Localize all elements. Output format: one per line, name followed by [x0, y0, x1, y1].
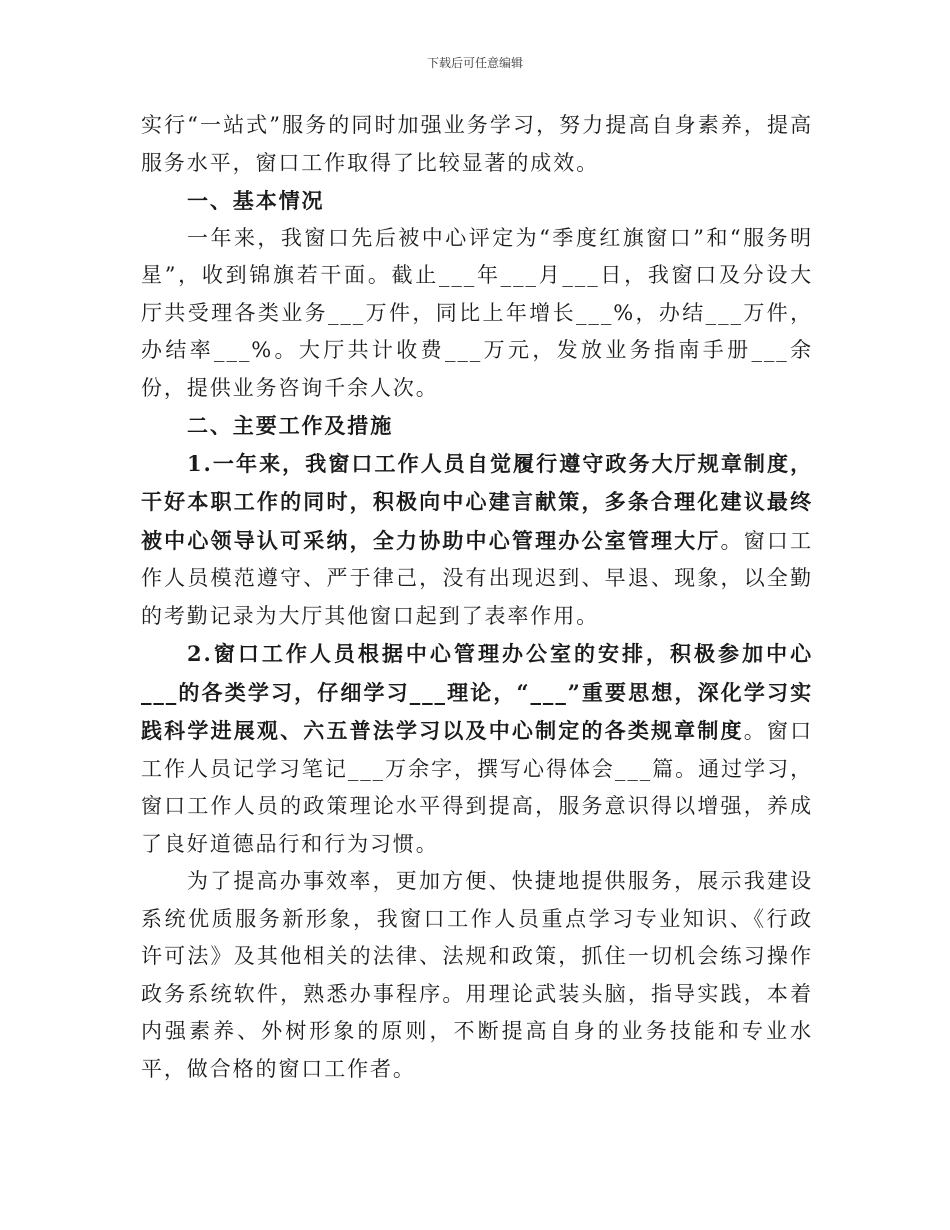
- section-heading-measures: 二、主要工作及措施: [187, 413, 394, 438]
- paragraph-measure-2: [141, 635, 813, 863]
- paragraph-measure-1: [141, 445, 813, 636]
- paragraph-basic-situation: 一年来，我窗口先后被中心评定为“季度红旗窗口”和“服务明星”，收到锦旗若干面。截止___年___月___日，我窗口及分设大厅共受理各类业务___万件，同比上年增长___%，办结___万件，办结率___%。大厅共计收费___万元，发放业务指南手册___余份，提供业务咨询千余人次。: [141, 225, 813, 400]
- paragraph-measure-1-bold: 1.一年来，我窗口工作人员自觉履行遵守政务大厅规章制度，干好本职工作的同时，积极向中心建言献策，多条合理化建议最终被中心领导认可采纳，全力协助中心管理办公室管理大厅: [141, 450, 813, 553]
- section-heading-basic: 一、基本情况: [187, 188, 325, 213]
- paragraph-measure-2-bold: 2.窗口工作人员根据中心管理办公室的安排，积极参加中心___的各类学习，仔细学习___理论，“___”重要思想，深化学习实践科学进展观、六五普法学习以及中心制定的各类规章制度: [141, 641, 813, 743]
- paragraph-efficiency: 为了提高办事效率，更加方便、快捷地提供服务，展示我建设系统优质服务新形象，我窗口工作人员重点学习专业知识、《行政许可法》及其他相关的法律、法规和政策，抓住一切机会练习操作政务系统软件，熟悉办事程序。用理论武装头脑，指导实践，本着内强素养、外树形象的原则，不断提高自身的业务技能和专业水平，做合格的窗口工作者。: [141, 869, 813, 1081]
- paragraph-measure-2-rest: 。窗口工作人员记学习笔记___万余字，撰写心得体会___篇。通过学习，窗口工作人员的政策理论水平得到提高，服务意识得以增强，养成了良好道德品行和行为习惯。: [141, 719, 813, 856]
- page-header: 下载后可任意编辑: [426, 56, 523, 70]
- document-body: [141, 107, 813, 1088]
- paragraph-intro: 实行“一站式”服务的同时加强业务学习，努力提高自身素养，提高服务水平，窗口工作取得了比较显著的成效。: [141, 113, 813, 175]
- paragraph-measure-1-rest: 。窗口工作人员模范遵守、严于律己，没有出现迟到、早退、现象，以全勤的考勤记录为大厅其他窗口起到了表率作用。: [141, 528, 813, 628]
